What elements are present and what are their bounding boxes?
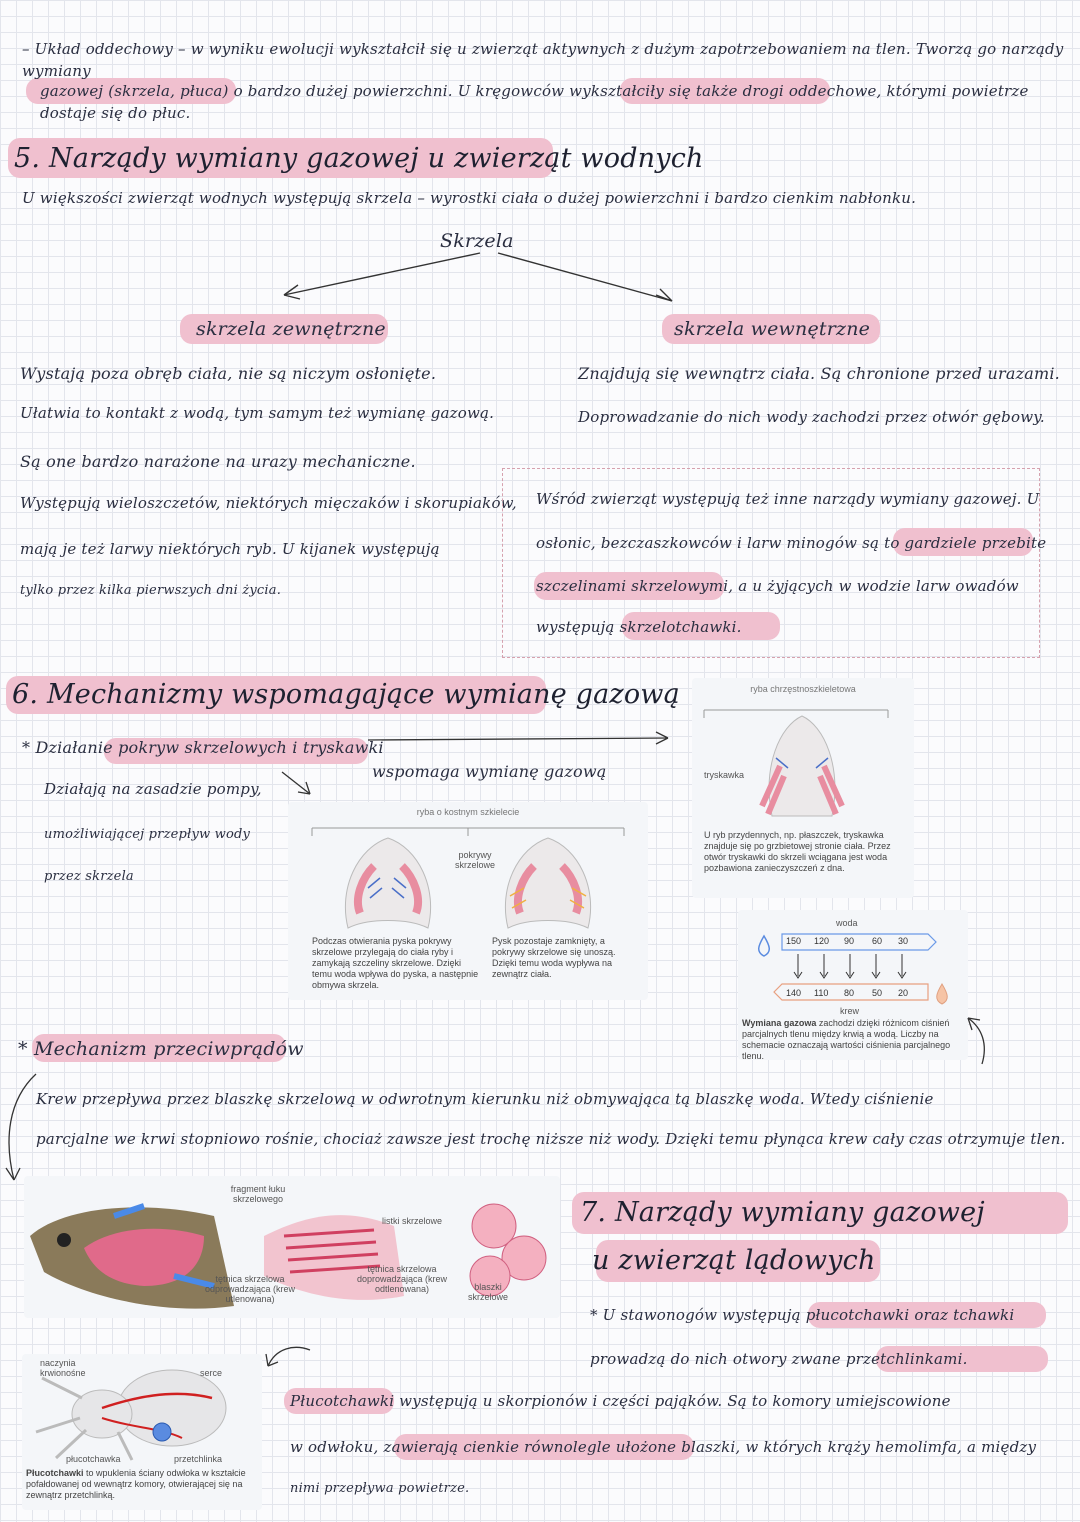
- branch-arrows: [270, 245, 690, 305]
- section-7-heading-1: 7. Narządy wymiany gazowej: [580, 1197, 985, 1228]
- bony-fish-drawing: [288, 818, 648, 938]
- figure-exchange: [738, 910, 968, 1060]
- intro-line-1: – Układ oddechowy – w wyniku ewolucji wykształcił się u zwierząt aktywnych z dużym zapotrzebowaniem na tlen. Tworzą go narządy wymiany: [22, 40, 1064, 80]
- section-7-para-2: w odwłoku, zawierają cienkie równolegle ułożone blaszki, w których krąży hemolimfa, a między: [290, 1438, 1037, 1456]
- note-line-2: osłonic, bezczaszkowców i larw minogów są to gardziele przebite: [536, 534, 1047, 552]
- arrow-to-exchange-fig: [954, 1008, 994, 1068]
- note-line-1: Wśród zwierząt występują też inne narządy wymiany gazowej. U: [536, 490, 1040, 508]
- external-line-1: Wystają poza obręb ciała, nie są niczym osłonięte.: [20, 364, 437, 383]
- label-tryskawka: tryskawka: [704, 770, 745, 780]
- water-value: 90: [844, 936, 855, 946]
- figure-gill: [24, 1176, 560, 1318]
- helps-text: wspomaga wymianę gazową: [372, 762, 607, 781]
- section-7-para-1: Płucotchawki występują u skorpionów i części pająków. Są to komory umiejscowione: [290, 1392, 951, 1410]
- note-line-3: szczelinami skrzelowymi, a u żyjących w wodzie larw owadów: [536, 577, 1019, 595]
- pump-desc-3: przez skrzela: [44, 869, 134, 884]
- pump-desc-2: umożliwiającej przepływ wody: [44, 827, 251, 842]
- intro-line-2: gazowej (skrzela, płuca) o bardzo dużej powierzchni. U kręgowców wykształciły się także drogi oddechowe, którymi powietrze dostaje się do płuc.: [40, 82, 1029, 122]
- blood-value: 50: [872, 988, 883, 998]
- label-book-lung: płucotchawka: [66, 1454, 121, 1464]
- external-line-3: Są one bardzo narażone na urazy mechaniczne.: [20, 452, 416, 471]
- cartilage-fish-drawing: [692, 696, 914, 826]
- section-6-heading: 6. Mechanizmy wspomagające wymianę gazową: [12, 679, 680, 710]
- counter-line-2: parcjalne we krwi stopniowo rośnie, chociaż zawsze jest trochę niższe niż wody. Dzięki temu płynąca krew cały czas otrzymuje tlen.: [36, 1130, 1066, 1148]
- bullet-counter-current: * Mechanizm przeciwprądów: [18, 1038, 304, 1060]
- blood-value: 80: [844, 988, 855, 998]
- external-line-5: mają je też larwy niektórych ryb. U kijanek występują: [20, 540, 440, 558]
- external-gills-title: skrzela zewnętrzne: [196, 318, 386, 340]
- caption-spider: [26, 1468, 258, 1501]
- section-5-intro: U większości zwierząt wodnych występują skrzela – wyrostki ciała o dużej powierzchni i bardzo cienkim nabłonku.: [22, 189, 917, 207]
- water-value: 30: [898, 936, 909, 946]
- label-lamellae: blaszki skrzelowe: [467, 1282, 508, 1302]
- water-label: woda: [836, 918, 858, 928]
- caption-right: Pysk pozostaje zamknięty, a pokrywy skrzelowe się unoszą. Dzięki temu woda wypływa na zewnątrz ciała.: [492, 936, 616, 979]
- caption-rest: zachodzi dzięki różnicom ciśnień parcjalnych tlenu między krwią a wodą. Liczby na schemacie oznaczają wartości ciśnienia parcjalnego tlenu.: [742, 1018, 951, 1060]
- water-value: 60: [872, 936, 883, 946]
- arrow-to-spider-fig: [258, 1340, 318, 1380]
- section-7-bullet-2: prowadzą do nich otwory zwane przetchlinkami.: [590, 1350, 968, 1368]
- counter-line-1: Krew przepływa przez blaszkę skrzelową w odwrotnym kierunku niż obmywająca tą blaszkę woda. Wtedy ciśnienie: [36, 1090, 934, 1108]
- label-afferent: tętnica skrzelowa doprowadzająca (krew odtlenowana): [356, 1264, 448, 1294]
- water-value: 120: [814, 936, 830, 946]
- label-vessels: naczynia krwionośne: [40, 1358, 86, 1378]
- label-covers: pokrywy skrzelowe: [454, 850, 495, 870]
- caption-cartilage: U ryb przydennych, np. płaszczek, tryskawka znajduje się po grzbietowej stronie ciała. Przez otwór tryskawki do skrzeli wciągana jest woda pozbawiona zanieczyszczeń z dna.: [704, 830, 891, 873]
- internal-gills-title: skrzela wewnętrzne: [674, 318, 871, 340]
- section-7-heading-2: u zwierząt lądowych: [592, 1245, 876, 1276]
- blood-label: krew: [840, 1006, 860, 1016]
- blood-value: 20: [898, 988, 909, 998]
- external-line-2: Ułatwia to kontakt z wodą, tym samym też wymianę gazową.: [20, 404, 495, 422]
- figure-spider: [22, 1354, 262, 1510]
- arrow-to-gill-fig: [0, 1070, 40, 1190]
- section-5-heading: 5. Narządy wymiany gazowej u zwierząt wodnych: [14, 143, 704, 174]
- pump-desc-1: Działają na zasadzie pompy,: [44, 780, 262, 798]
- caption-left: Podczas otwierania pyska pokrywy skrzelowe przylegają do ciała ryby i zamykają szczeliny skrzelowe. Dzięki temu woda wpływa do pyska, a następnie obmywa skrzela.: [312, 936, 479, 990]
- caption-bold: Płucotchawki: [26, 1468, 84, 1478]
- figure-title: ryba o kostnym szkielecie: [416, 807, 520, 817]
- external-line-4: Występują wieloszczetów, niektórych mięczaków i skorupiaków,: [20, 494, 517, 512]
- internal-line-2: Doprowadzanie do nich wody zachodzi przez otwór gębowy.: [578, 408, 1045, 426]
- arrow-to-cartilage-fig: [368, 728, 678, 748]
- label-filaments: listki skrzelowe: [382, 1216, 443, 1226]
- skrzela-center-label: Skrzela: [440, 230, 514, 252]
- label-heart: serce: [200, 1368, 223, 1378]
- figure-cartilage-fish: [692, 678, 914, 898]
- bullet-pump: * Działanie pokryw skrzelowych i tryskawki: [22, 738, 384, 757]
- section-7-para-3: nimi przepływa powietrze.: [290, 1481, 470, 1496]
- figure-bony-fish: [288, 802, 648, 1000]
- blood-value: 110: [814, 988, 829, 998]
- caption-rest: to wpuklenia ściany odwłoka w kształcie pofałdowanej od wewnątrz komory, otwierającej się na zewnątrz przetchlinką.: [26, 1468, 246, 1500]
- external-line-6: tylko przez kilka pierwszych dni życia.: [20, 583, 282, 598]
- caption-exchange: [742, 1018, 964, 1060]
- note-line-4: występują skrzelotchawki.: [536, 618, 742, 636]
- figure-title: ryba chrzęstnoszkieletowa: [750, 684, 856, 694]
- label-arch: fragment łuku skrzelowego: [230, 1184, 286, 1204]
- label-efferent: tętnica skrzelowa odprowadzająca (krew utlenowana): [204, 1274, 296, 1304]
- water-value: 150: [786, 936, 802, 946]
- caption-bold: Wymiana gazowa: [742, 1018, 817, 1028]
- internal-line-1: Znajdują się wewnątrz ciała. Są chronione przed urazami.: [578, 364, 1060, 383]
- blood-value: 140: [786, 988, 802, 998]
- arrow-to-bony-fig: [280, 770, 320, 800]
- section-7-bullet: * U stawonogów występują płucotchawki oraz tchawki: [590, 1306, 1015, 1324]
- label-spiracle: przetchlinka: [174, 1454, 223, 1464]
